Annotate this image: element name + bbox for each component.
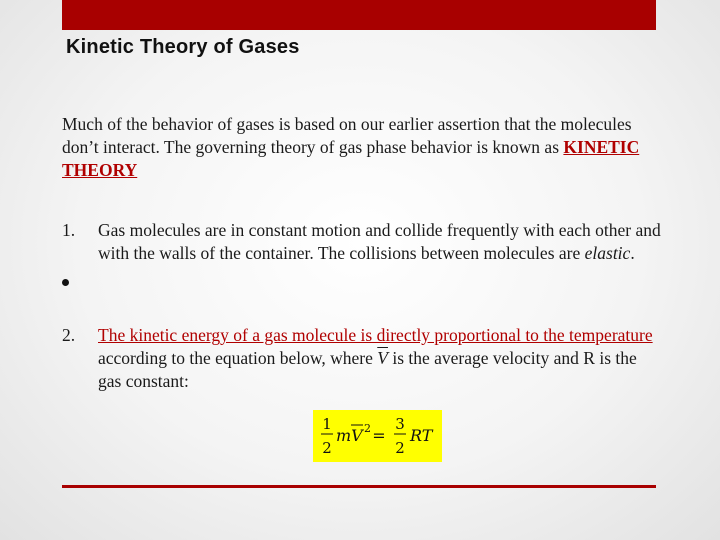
elastic-term: elastic — [584, 243, 631, 263]
kinetic-energy-statement: The kinetic energy of a gas molecule is directly proportional to the temperature — [98, 325, 653, 345]
eq-lhs-term: mV — [336, 426, 363, 445]
equation-box — [313, 410, 442, 462]
eq-rhs-numerator: 3 — [395, 415, 405, 433]
bullet-dot — [62, 279, 69, 286]
intro-paragraph — [62, 113, 662, 182]
list-text-2 — [98, 324, 664, 393]
list-text-2-mid: according to the equation below, where — [98, 348, 378, 368]
list-text-1-main: Gas molecules are in constant motion and collide frequently with each other and with the walls of the container. The collisions between molecules are — [98, 220, 661, 263]
list-number-1: 1. — [62, 220, 76, 240]
kinetic-theory-highlight: KINETIC THEORY — [62, 137, 640, 180]
list-text-1 — [98, 219, 664, 265]
intro-text: Much of the behavior of gases is based on our earlier assertion that the molecules don’t interact. The governing theory of gas phase behavior is known as — [62, 114, 632, 157]
list-text-2-end: is the average velocity and R is the gas constant: — [98, 348, 637, 391]
top-accent-bar — [62, 0, 656, 30]
kinetic-energy-equation — [313, 410, 442, 462]
velocity-variable: $\overline{V}$ — [377, 348, 388, 368]
list-text-1-end: . — [630, 243, 635, 263]
eq-rhs-term: RT — [410, 426, 433, 445]
eq-lhs-denominator: 2 — [322, 439, 332, 457]
eq-rhs-denominator: 2 — [395, 439, 405, 457]
eq-lhs-exponent: 2 — [364, 422, 371, 435]
eq-equals: = — [372, 426, 386, 445]
eq-lhs-numerator: 1 — [322, 415, 332, 433]
bottom-accent-rule — [62, 485, 656, 488]
slide-title: Kinetic Theory of Gases — [66, 36, 300, 58]
list-number-2: 2. — [62, 325, 76, 345]
